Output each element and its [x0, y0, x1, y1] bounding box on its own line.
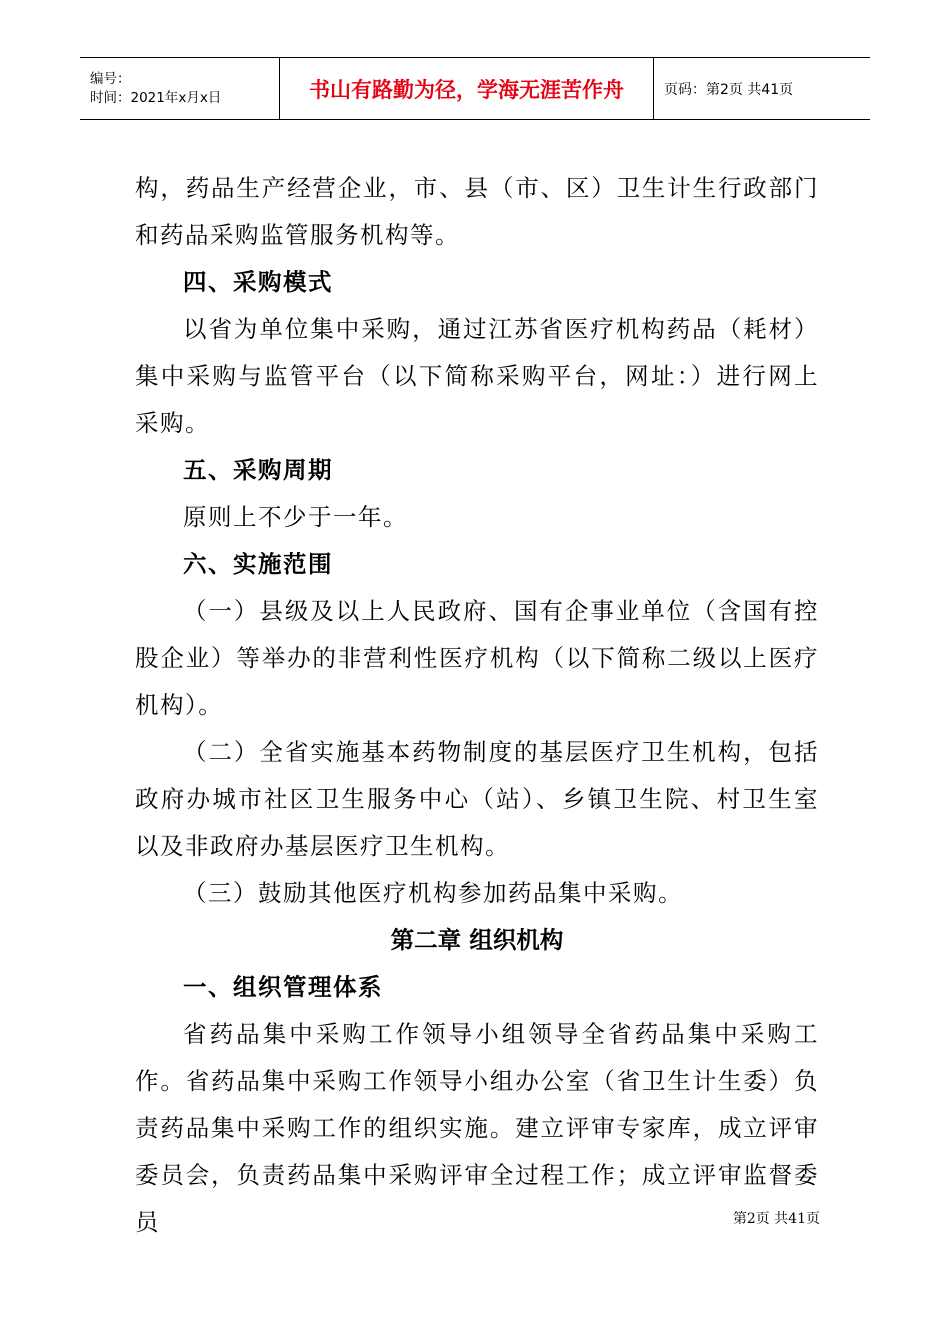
header-meta	[80, 58, 280, 119]
paragraph: 以省为单位集中采购，通过江苏省医疗机构药品（耗材）集中采购与监管平台（以下简称采购平台，网址：）进行网上采购。	[135, 315, 819, 437]
document-number-label: 编号：	[90, 70, 131, 87]
chapter-title: 第二章 组织机构	[390, 926, 564, 954]
paragraph: 省药品集中采购工作领导小组领导全省药品集中采购工作。省药品集中采购工作领导小组办公室（省卫生计生委）负责药品集中采购工作的组织实施。建立评审专家库，成立评审委员会，负责药品集中采购评审全过程工作；成立评审监督委员	[135, 1020, 819, 1236]
section-heading: 四、采购模式	[183, 268, 333, 296]
paragraph: 原则上不少于一年。	[183, 503, 408, 531]
header-motto	[280, 58, 654, 119]
paragraph: （一）县级及以上人民政府、国有企事业单位（含国有控股企业）等举办的非营利性医疗机构（以下简称二级以上医疗机构）。	[135, 597, 819, 719]
paragraph: （三）鼓励其他医疗机构参加药品集中采购。	[183, 879, 683, 907]
paragraph: 构，药品生产经营企业，市、县（市、区）卫生计生行政部门和药品采购监管服务机构等。	[135, 174, 819, 249]
page-header	[80, 57, 870, 120]
paragraph: （二）全省实施基本药物制度的基层医疗卫生机构，包括政府办城市社区卫生服务中心（站）、乡镇卫生院、村卫生室以及非政府办基层医疗卫生机构。	[135, 738, 819, 860]
section-heading: 六、实施范围	[183, 550, 333, 578]
document-body	[135, 165, 819, 1246]
page-footer: 第2页 共41页	[732, 1211, 820, 1227]
section-heading: 一、组织管理体系	[183, 973, 383, 1001]
header-page-info	[654, 58, 870, 119]
motto-text: 书山有路勤为径，学海无涯苦作舟	[309, 77, 624, 102]
header-page-number: 页码：第2页 共41页	[664, 81, 794, 98]
document-date: 时间：2021年x月x日	[90, 89, 222, 106]
section-heading: 五、采购周期	[183, 456, 333, 484]
